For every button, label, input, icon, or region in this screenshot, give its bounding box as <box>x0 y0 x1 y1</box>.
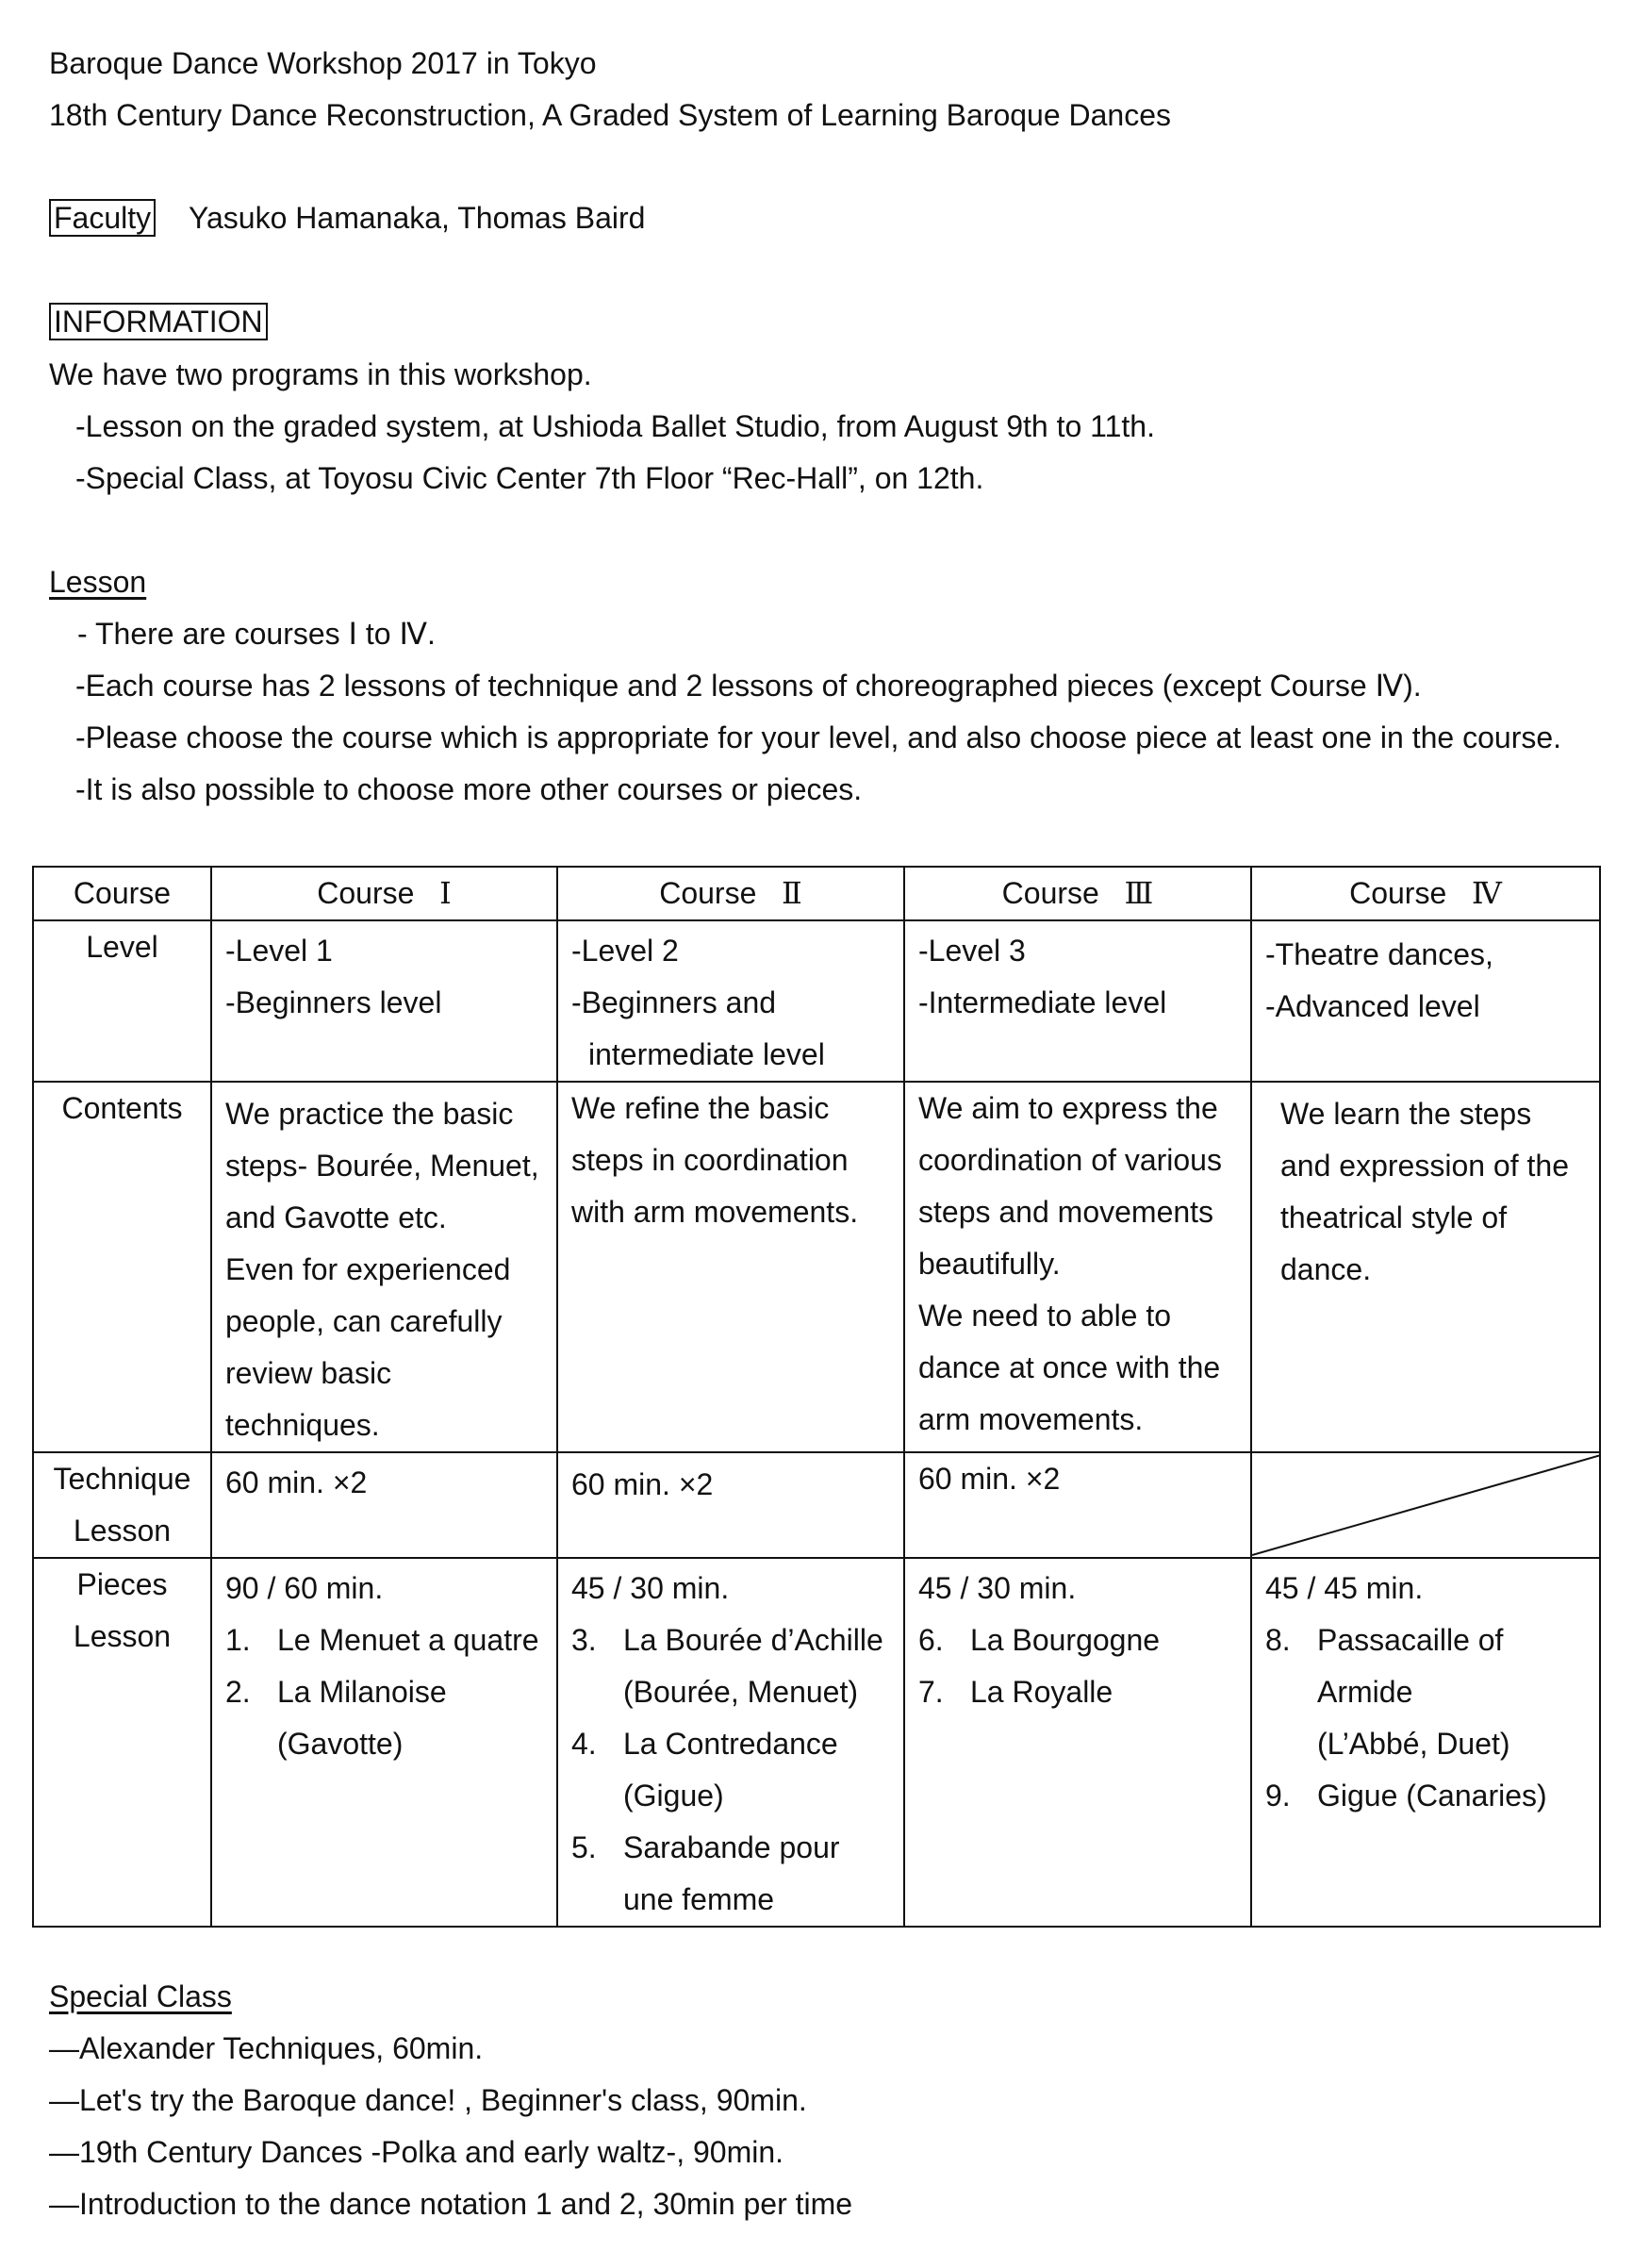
piece-number: 8. <box>1265 1623 1291 1657</box>
lesson-item: -It is also possible to choose more other courses or pieces. <box>75 772 863 806</box>
piece-title: (Gigue) <box>623 1779 724 1813</box>
contents-line: Even for experienced <box>225 1252 511 1286</box>
level-cell <box>1251 920 1600 1082</box>
special-class-item: ―Alexander Techniques, 60min. <box>49 2031 484 2065</box>
list-item <box>571 1614 890 1718</box>
table-row <box>33 1452 1600 1558</box>
contents-line: coordination of various <box>918 1143 1222 1177</box>
pieces-list <box>918 1614 1237 1718</box>
list-item <box>1265 1770 1586 1822</box>
contents-cell <box>1251 1082 1600 1452</box>
piece-number: 3. <box>571 1623 597 1657</box>
course-name: Course <box>1001 876 1099 910</box>
lesson-heading: Lesson <box>49 565 147 599</box>
lesson-item: -Please choose the course which is appropriate for your level, and also choose piece at least one in the course. <box>75 720 1562 754</box>
contents-line: We refine the basic <box>571 1091 830 1125</box>
piece-title: (L’Abbé, Duet) <box>1317 1727 1510 1761</box>
table-row <box>33 867 1600 920</box>
table-row <box>33 1558 1600 1927</box>
document-subtitle: 18th Century Dance Reconstruction, A Graded System of Learning Baroque Dances <box>49 98 1172 132</box>
contents-line: people, can carefully <box>225 1304 503 1338</box>
special-class-heading: Special Class <box>49 1979 232 2013</box>
faculty-row <box>49 200 645 236</box>
piece-title: Armide <box>1317 1675 1413 1709</box>
lesson-item: - There are courses Ⅰ to Ⅳ. <box>77 617 436 651</box>
course-numeral: Ⅳ <box>1471 876 1502 910</box>
pieces-cell <box>211 1558 557 1927</box>
contents-cell <box>557 1082 904 1452</box>
piece-number: 1. <box>225 1623 251 1657</box>
level-line: -Beginners level <box>225 985 442 1019</box>
pieces-list <box>1265 1614 1586 1822</box>
piece-number: 5. <box>571 1830 597 1864</box>
piece-number: 9. <box>1265 1779 1291 1813</box>
level-line: -Level 2 <box>571 934 679 968</box>
technique-cell-empty <box>1251 1452 1600 1558</box>
information-intro: We have two programs in this workshop. <box>49 357 592 391</box>
information-label-wrap <box>49 304 268 339</box>
pieces-cell <box>557 1558 904 1927</box>
course-numeral: Ⅲ <box>1124 876 1154 910</box>
level-cell <box>557 920 904 1082</box>
pieces-cell <box>1251 1558 1600 1927</box>
diagonal-slash <box>1252 1453 1601 1557</box>
table-row <box>33 1082 1600 1452</box>
row-label-contents: Contents <box>33 1082 211 1452</box>
list-item <box>1265 1614 1586 1770</box>
course-table <box>32 866 1601 1928</box>
course-header <box>1251 867 1600 920</box>
level-line: -Intermediate level <box>918 985 1167 1019</box>
table-row <box>33 920 1600 1082</box>
piece-number: 4. <box>571 1727 597 1761</box>
row-label-technique <box>33 1452 211 1558</box>
course-header <box>904 867 1251 920</box>
lesson-item: -Each course has 2 lessons of technique and 2 lessons of choreographed pieces (except Course Ⅳ). <box>75 669 1422 703</box>
special-class-item: ―Introduction to the dance notation 1 and 2, 30min per time <box>49 2187 853 2221</box>
piece-title: (Gavotte) <box>277 1727 404 1761</box>
contents-line: dance at once with the <box>918 1350 1221 1384</box>
technique-cell <box>904 1452 1251 1558</box>
faculty-label: Faculty <box>49 199 156 237</box>
contents-line: We aim to express the <box>918 1091 1218 1125</box>
contents-line: and expression of the <box>1280 1149 1569 1183</box>
pieces-cell <box>904 1558 1251 1927</box>
contents-line: with arm movements. <box>571 1195 859 1229</box>
pieces-time: 90 / 60 min. <box>225 1571 384 1605</box>
pieces-time: 45 / 30 min. <box>918 1571 1077 1605</box>
list-item <box>571 1822 890 1926</box>
course-name: Course <box>317 876 415 910</box>
technique-cell <box>211 1452 557 1558</box>
special-class-item: ―Let's try the Baroque dance! , Beginner's class, 90min. <box>49 2083 807 2117</box>
technique-value: 60 min. ×2 <box>571 1467 714 1501</box>
contents-line: review basic <box>225 1356 392 1390</box>
row-label-line: Pieces <box>76 1567 168 1601</box>
level-cell <box>211 920 557 1082</box>
piece-title: La Bourgogne <box>970 1623 1161 1657</box>
contents-line: We need to able to <box>918 1299 1172 1333</box>
contents-line: beautifully. <box>918 1247 1061 1281</box>
pieces-time: 45 / 45 min. <box>1265 1571 1424 1605</box>
contents-cell <box>904 1082 1251 1452</box>
contents-line: techniques. <box>225 1408 380 1442</box>
technique-value: 60 min. ×2 <box>225 1465 368 1499</box>
piece-title: Gigue (Canaries) <box>1317 1779 1547 1813</box>
piece-title: La Bourée d’Achille <box>623 1623 883 1657</box>
course-header <box>211 867 557 920</box>
contents-line: We practice the basic <box>225 1097 514 1131</box>
piece-title: Sarabande pour <box>623 1830 840 1864</box>
piece-title: une femme <box>623 1882 775 1916</box>
contents-line: steps in coordination <box>571 1143 849 1177</box>
course-numeral: Ⅰ <box>439 876 452 910</box>
information-label: INFORMATION <box>49 303 268 340</box>
piece-number: 2. <box>225 1675 251 1709</box>
course-header <box>557 867 904 920</box>
list-item <box>225 1666 543 1770</box>
piece-title: La Royalle <box>970 1675 1113 1709</box>
piece-title: Le Menuet a quatre <box>277 1623 539 1657</box>
piece-number: 7. <box>918 1675 944 1709</box>
level-line: intermediate level <box>588 1037 825 1071</box>
contents-line: arm movements. <box>918 1402 1144 1436</box>
row-label-line: Lesson <box>73 1514 172 1548</box>
course-numeral: Ⅱ <box>782 876 802 910</box>
technique-cell <box>557 1452 904 1558</box>
course-name: Course <box>1349 876 1447 910</box>
contents-cell <box>211 1082 557 1452</box>
level-cell <box>904 920 1251 1082</box>
list-item <box>918 1666 1237 1718</box>
list-item <box>571 1718 890 1822</box>
contents-line: theatrical style of <box>1280 1200 1508 1234</box>
information-item: -Lesson on the graded system, at Ushioda Ballet Studio, from August 9th to 11th. <box>75 409 1155 443</box>
faculty-names: Yasuko Hamanaka, Thomas Baird <box>189 201 646 235</box>
list-item <box>225 1614 543 1666</box>
information-item: -Special Class, at Toyosu Civic Center 7th Floor “Rec-Hall”, on 12th. <box>75 461 984 495</box>
technique-value: 60 min. ×2 <box>918 1462 1061 1496</box>
row-label-course: Course <box>33 867 211 920</box>
contents-line: and Gavotte etc. <box>225 1200 447 1234</box>
course-name: Course <box>659 876 757 910</box>
level-line: -Level 3 <box>918 934 1026 968</box>
pieces-time: 45 / 30 min. <box>571 1571 730 1605</box>
special-class-item: ―19th Century Dances -Polka and early waltz-, 90min. <box>49 2135 784 2169</box>
piece-title: (Bourée, Menuet) <box>623 1675 859 1709</box>
row-label-level: Level <box>33 920 211 1082</box>
piece-number: 6. <box>918 1623 944 1657</box>
piece-title: La Milanoise <box>277 1675 447 1709</box>
pieces-list <box>571 1614 890 1926</box>
piece-title: Passacaille of <box>1317 1623 1504 1657</box>
list-item <box>918 1614 1237 1666</box>
contents-line: steps and movements <box>918 1195 1214 1229</box>
contents-line: dance. <box>1280 1252 1372 1286</box>
row-label-line: Lesson <box>73 1619 172 1653</box>
level-line: -Beginners and <box>571 985 777 1019</box>
row-label-line: Technique <box>53 1462 191 1496</box>
contents-line: We learn the steps <box>1280 1097 1532 1131</box>
piece-title: La Contredance <box>623 1727 838 1761</box>
level-line: -Advanced level <box>1265 989 1480 1023</box>
document-title: Baroque Dance Workshop 2017 in Tokyo <box>49 46 597 80</box>
level-line: -Level 1 <box>225 934 333 968</box>
pieces-list <box>225 1614 543 1770</box>
row-label-pieces <box>33 1558 211 1927</box>
contents-line: steps- Bourée, Menuet, <box>225 1149 539 1183</box>
level-line: -Theatre dances, <box>1265 937 1493 971</box>
